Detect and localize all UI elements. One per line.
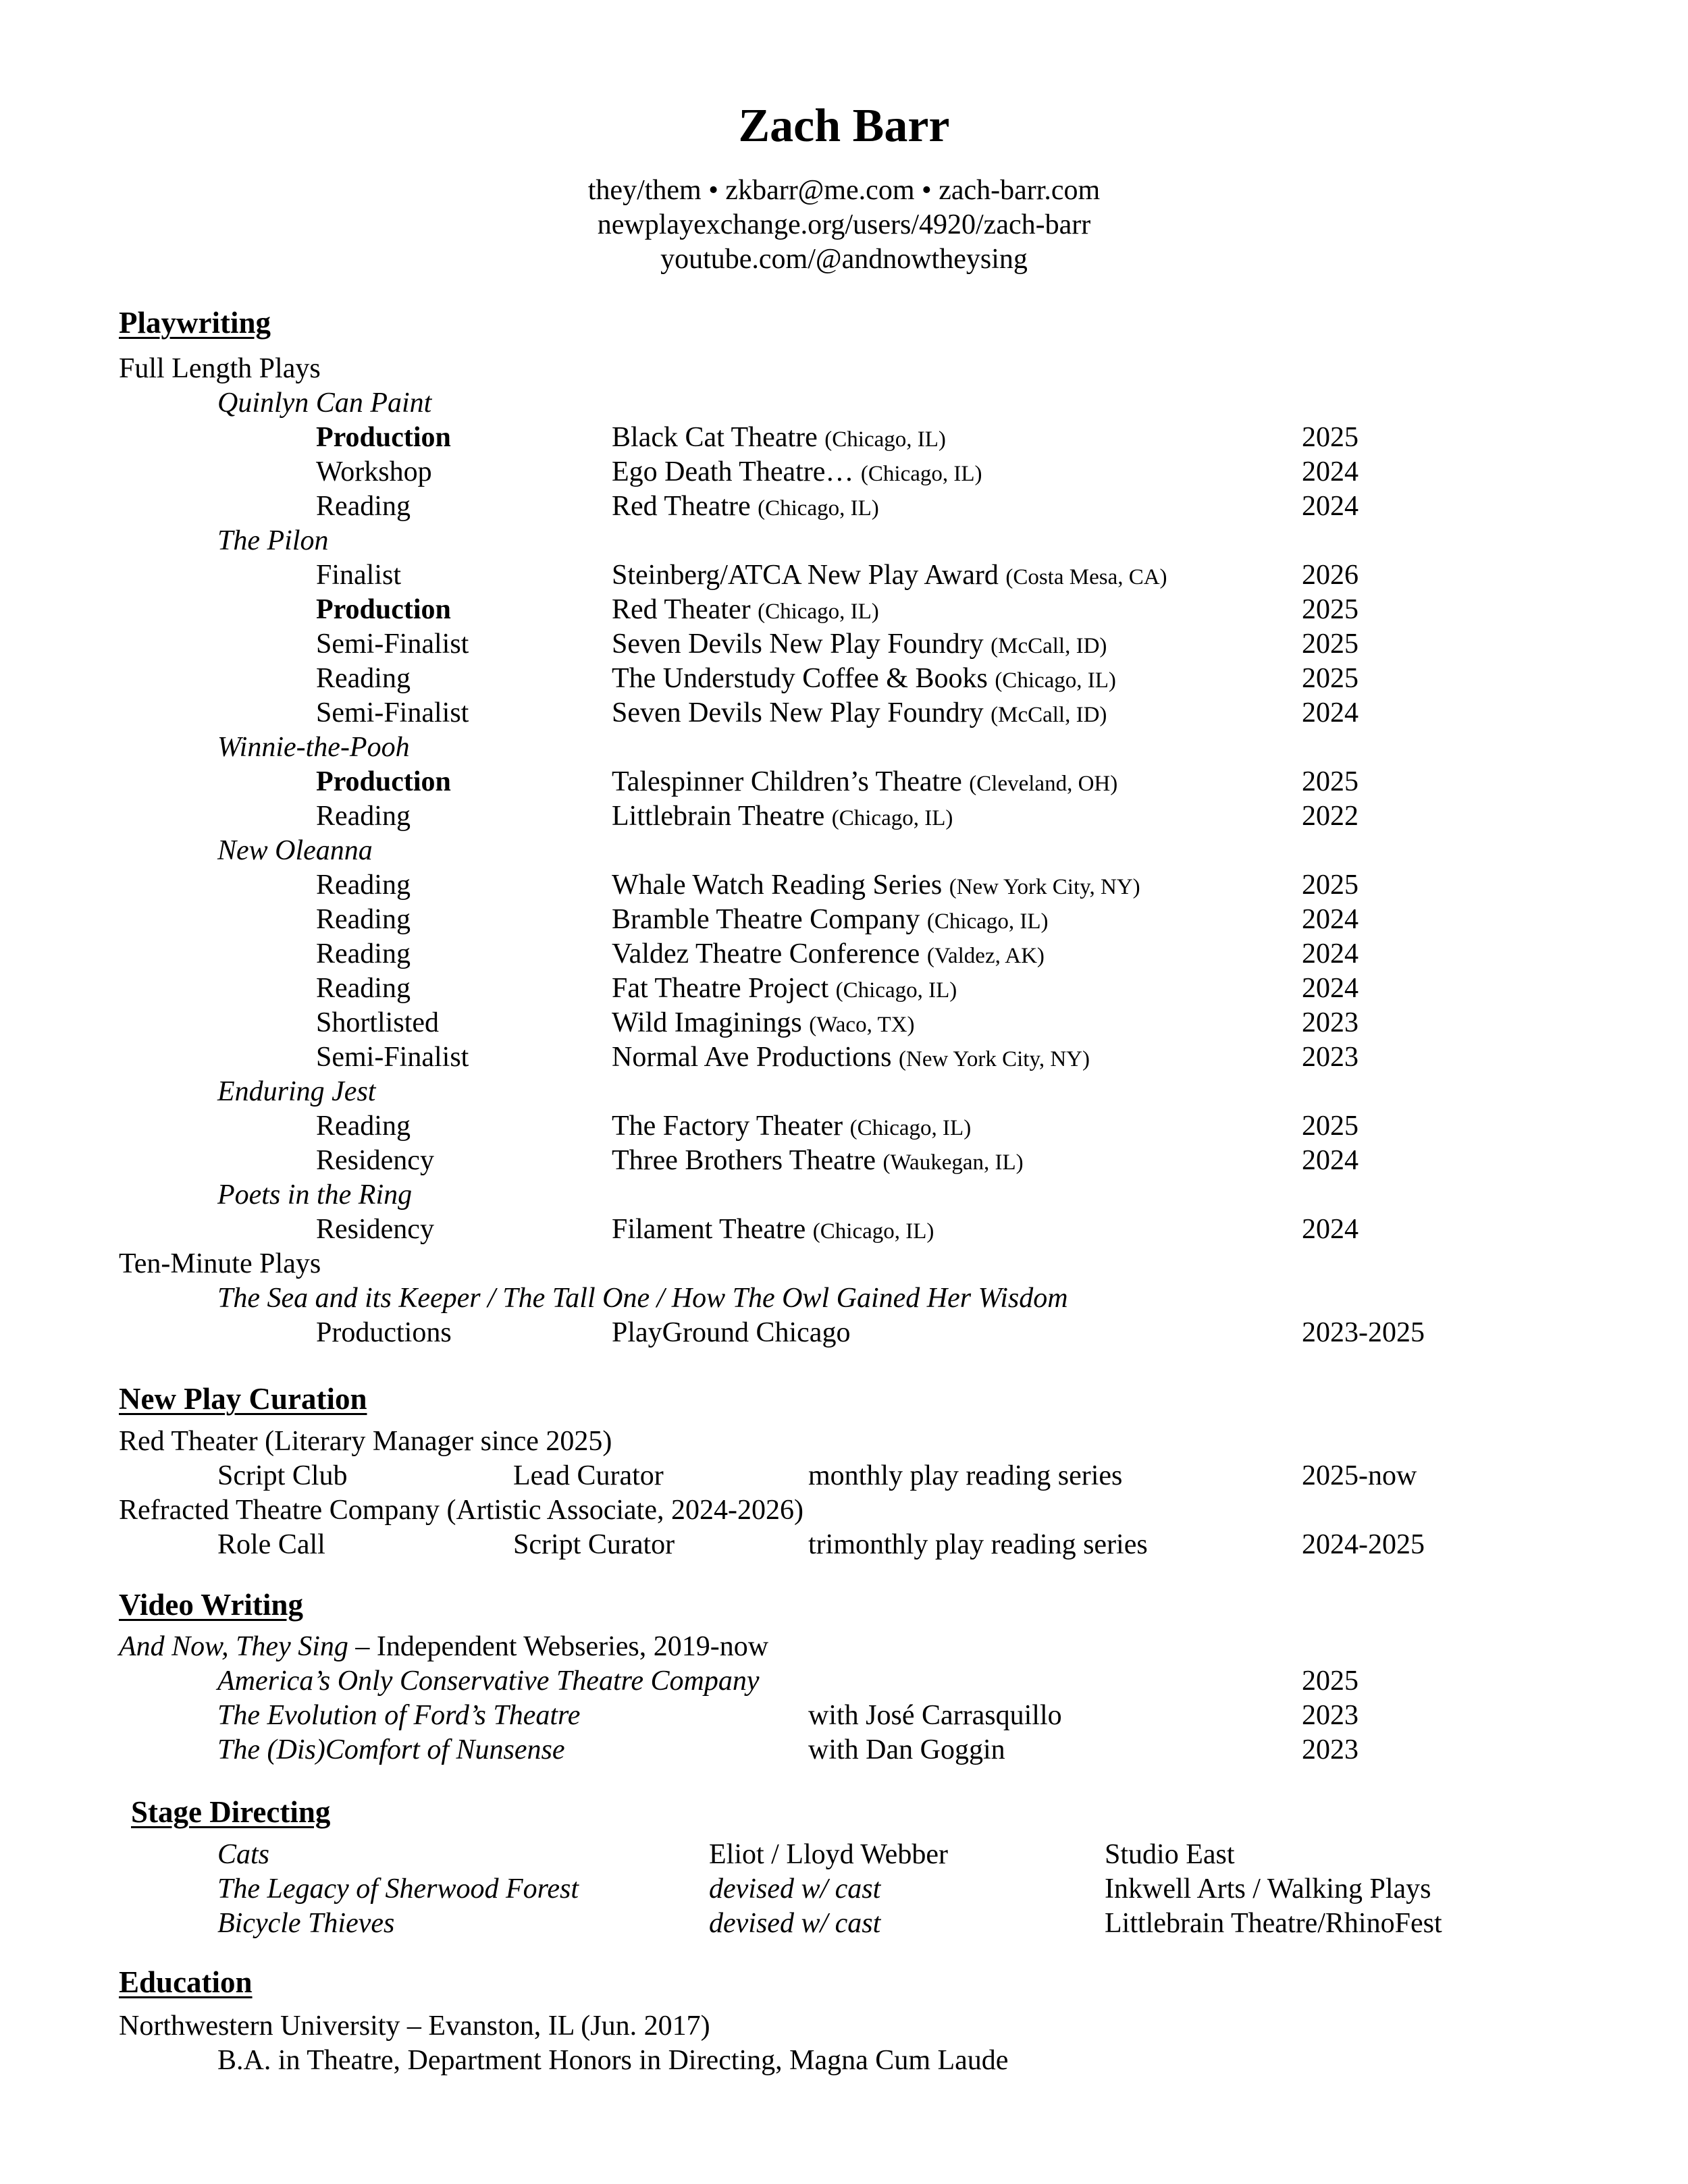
org-name: Refracted Theatre Company (Artistic Associate, 2024-2026): [119, 1495, 803, 1526]
credit-venue-cell: [612, 1143, 1024, 1180]
credit-location: (New York City, NY): [949, 875, 1140, 899]
credit-type: Shortlisted: [316, 1007, 440, 1038]
credit-venue-cell: [612, 971, 957, 1008]
episode-collab: with Dan Goggin: [808, 1734, 1005, 1765]
play-title-row: [0, 385, 1688, 421]
credit-row: [0, 1315, 1688, 1350]
credit-venue: Black Cat Theatre: [612, 422, 818, 453]
credit-location: (Waco, TX): [809, 1013, 915, 1037]
credit-type: Reading: [316, 870, 411, 901]
credit-venue-cell: [612, 454, 982, 491]
credit-venue: Ego Death Theatre…: [612, 456, 854, 487]
education-row: [0, 2043, 1688, 2078]
curation-description: trimonthly play reading series: [808, 1529, 1148, 1560]
credit-year: 2025: [1302, 594, 1359, 625]
credit-year: 2025: [1302, 663, 1359, 694]
credit-venue-cell: [612, 558, 1167, 595]
section-heading-curation: New Play Curation: [119, 1382, 367, 1416]
credit-year: 2024: [1302, 904, 1359, 935]
show-title: The Legacy of Sherwood Forest: [217, 1873, 579, 1905]
credit-venue: Talespinner Children’s Theatre: [612, 766, 962, 797]
show-venue: Littlebrain Theatre/RhinoFest: [1105, 1908, 1442, 1939]
credit-venue: PlayGround Chicago: [612, 1317, 851, 1348]
credit-location: (Chicago, IL): [860, 462, 982, 486]
episode-collab: with José Carrasquillo: [808, 1700, 1062, 1731]
subsection-label: [0, 351, 1688, 386]
credit-venue: Wild Imaginings: [612, 1007, 802, 1038]
section-heading-playwriting: Playwriting: [119, 306, 271, 340]
subsection-label: [0, 1246, 1688, 1281]
credit-type: Reading: [316, 938, 411, 969]
full-length-label: Full Length Plays: [119, 353, 321, 384]
series-row: [0, 1629, 1688, 1664]
episode-title: The Evolution of Ford’s Theatre: [217, 1700, 581, 1731]
directing-row: [0, 1906, 1688, 1941]
credit-type: Workshop: [316, 456, 432, 487]
credit-venue-cell: [612, 592, 879, 629]
credit-venue-cell: [612, 799, 953, 836]
credit-year: 2025: [1302, 422, 1359, 453]
contact-line-1: they/them • zkbarr@me.com • zach-barr.com: [587, 175, 1101, 206]
credit-venue: Three Brothers Theatre: [612, 1145, 876, 1176]
credit-year: 2025: [1302, 870, 1359, 901]
curation-role: Lead Curator: [513, 1460, 664, 1491]
credit-type: Reading: [316, 801, 411, 832]
contact-line-2: newplayexchange.org/users/4920/zach-barr: [597, 209, 1091, 240]
play-title-row: [0, 523, 1688, 558]
curation-series: Script Club: [217, 1460, 348, 1491]
credit-year: 2022: [1302, 801, 1359, 832]
credit-venue-cell: [612, 1109, 971, 1146]
play-title: Quinlyn Can Paint: [217, 388, 432, 419]
credit-type: Finalist: [316, 560, 402, 591]
episode-year: 2025: [1302, 1666, 1359, 1697]
credit-venue: Valdez Theatre Conference: [612, 938, 920, 969]
credit-type: Reading: [316, 663, 411, 694]
play-title: New Oleanna: [217, 835, 373, 866]
credit-row: [0, 1109, 1688, 1144]
curation-series: Role Call: [217, 1529, 325, 1560]
curation-row: [0, 1458, 1688, 1493]
credit-venue: Steinberg/ATCA New Play Award: [612, 560, 999, 591]
credit-year: 2024: [1302, 491, 1359, 522]
credit-year: 2023-2025: [1302, 1317, 1425, 1348]
credit-location: (McCall, ID): [991, 634, 1107, 658]
credit-location: (Valdez, AK): [926, 944, 1045, 968]
series-title: And Now, They Sing: [119, 1631, 348, 1662]
ten-minute-label: Ten-Minute Plays: [119, 1248, 321, 1279]
credit-venue: Fat Theatre Project: [612, 973, 829, 1004]
credit-venue-cell: [612, 902, 1049, 939]
series-cell: [119, 1629, 768, 1664]
credit-type: Semi-Finalist: [316, 629, 469, 660]
play-title-row: [0, 1074, 1688, 1109]
credit-venue: Whale Watch Reading Series: [612, 870, 943, 901]
play-title: The Pilon: [217, 525, 329, 556]
credit-year: 2025: [1302, 629, 1359, 660]
credit-venue: The Factory Theater: [612, 1111, 843, 1142]
credit-location: (Chicago, IL): [812, 1219, 934, 1244]
credit-location: (Waukegan, IL): [882, 1150, 1024, 1175]
credit-location: (Chicago, IL): [835, 978, 957, 1003]
show-authors: devised w/ cast: [709, 1873, 881, 1905]
credit-row: [0, 592, 1688, 627]
episode-row: [0, 1663, 1688, 1699]
credit-venue-cell: [612, 1040, 1090, 1077]
education-row: [0, 2008, 1688, 2044]
play-title-row: [0, 730, 1688, 765]
credit-row: [0, 1212, 1688, 1247]
credit-type: Reading: [316, 1111, 411, 1142]
credit-location: (Chicago, IL): [824, 427, 946, 452]
credit-row: [0, 627, 1688, 662]
episode-title: The (Dis)Comfort of Nunsense: [217, 1734, 565, 1765]
credit-location: (Chicago, IL): [995, 668, 1116, 693]
credit-row: [0, 558, 1688, 593]
episode-year: 2023: [1302, 1700, 1359, 1731]
play-title: Enduring Jest: [217, 1076, 376, 1107]
credit-location: (McCall, ID): [991, 703, 1107, 727]
credit-venue: The Understudy Coffee & Books: [612, 663, 988, 694]
credit-type: Reading: [316, 973, 411, 1004]
credit-venue-cell: [612, 695, 1107, 733]
credit-venue: Seven Devils New Play Foundry: [612, 697, 984, 728]
curation-description: monthly play reading series: [808, 1460, 1123, 1491]
credit-venue: Red Theater: [612, 594, 751, 625]
show-venue: Studio East: [1105, 1839, 1235, 1870]
credit-type: Productions: [316, 1317, 452, 1348]
credit-row: [0, 902, 1688, 937]
credit-row: [0, 764, 1688, 799]
credit-type: Reading: [316, 491, 411, 522]
org-row: [0, 1424, 1688, 1459]
play-title-row: [0, 1281, 1688, 1316]
credit-year: 2024: [1302, 456, 1359, 487]
credit-row: [0, 971, 1688, 1006]
degree: B.A. in Theatre, Department Honors in Directing, Magna Cum Laude: [217, 2045, 1009, 2076]
credit-venue-cell: [612, 489, 879, 526]
credit-venue-cell: [612, 936, 1045, 974]
credit-row: [0, 868, 1688, 903]
credit-venue: Filament Theatre: [612, 1214, 806, 1245]
credit-row: [0, 1005, 1688, 1040]
curation-role: Script Curator: [513, 1529, 675, 1560]
credit-year: 2024: [1302, 973, 1359, 1004]
credit-venue-cell: [612, 1212, 934, 1249]
credit-type: Production: [316, 766, 451, 797]
curation-years: 2024-2025: [1302, 1529, 1425, 1560]
episode-year: 2023: [1302, 1734, 1359, 1765]
credit-row: [0, 1143, 1688, 1178]
org-name: Red Theater (Literary Manager since 2025): [119, 1426, 612, 1457]
play-title: Winnie-the-Pooh: [217, 732, 410, 763]
credit-year: 2025: [1302, 766, 1359, 797]
section-heading-directing: Stage Directing: [131, 1795, 331, 1829]
resume-name: Zach Barr: [738, 100, 950, 152]
credit-year: 2025: [1302, 1111, 1359, 1142]
ten-minute-titles: The Sea and its Keeper / The Tall One / How The Owl Gained Her Wisdom: [217, 1283, 1068, 1314]
credit-type: Semi-Finalist: [316, 1042, 469, 1073]
play-title: Poets in the Ring: [217, 1179, 413, 1210]
school: Northwestern University – Evanston, IL (Jun. 2017): [119, 2010, 710, 2042]
credit-row: [0, 454, 1688, 489]
credit-year: 2023: [1302, 1007, 1359, 1038]
series-description: – Independent Webseries, 2019-now: [348, 1631, 769, 1662]
show-title: Cats: [217, 1839, 270, 1870]
directing-row: [0, 1871, 1688, 1907]
credit-type: Production: [316, 594, 451, 625]
show-venue: Inkwell Arts / Walking Plays: [1105, 1873, 1431, 1905]
credit-year: 2024: [1302, 1214, 1359, 1245]
play-title-row: [0, 1177, 1688, 1213]
credit-venue: Bramble Theatre Company: [612, 904, 920, 935]
credit-row: [0, 489, 1688, 524]
credit-venue: Littlebrain Theatre: [612, 801, 825, 832]
episode-title: America’s Only Conservative Theatre Company: [217, 1666, 760, 1697]
org-row: [0, 1493, 1688, 1528]
directing-row: [0, 1837, 1688, 1872]
credit-type: Residency: [316, 1214, 434, 1245]
credit-venue-cell: [612, 868, 1140, 905]
credit-year: 2024: [1302, 1145, 1359, 1176]
credit-venue-cell: [612, 661, 1116, 698]
curation-row: [0, 1527, 1688, 1562]
credit-venue-cell: [612, 420, 946, 457]
credit-type: Production: [316, 422, 451, 453]
credit-venue-cell: [612, 1005, 914, 1042]
credit-venue-cell: [612, 764, 1117, 801]
episode-row: [0, 1732, 1688, 1767]
contact-line-3: youtube.com/@andnowtheysing: [660, 244, 1028, 275]
credit-location: (Cleveland, OH): [969, 772, 1118, 796]
credit-venue: Normal Ave Productions: [612, 1042, 892, 1073]
show-authors: devised w/ cast: [709, 1908, 881, 1939]
credit-row: [0, 1040, 1688, 1075]
credit-venue-cell: [612, 627, 1107, 664]
section-heading-education: Education: [119, 1965, 253, 1999]
show-title: Bicycle Thieves: [217, 1908, 395, 1939]
section-heading-video: Video Writing: [119, 1588, 303, 1622]
credit-location: (Chicago, IL): [849, 1116, 972, 1140]
credit-year: 2026: [1302, 560, 1359, 591]
credit-row: [0, 695, 1688, 730]
credit-location: (Chicago, IL): [758, 496, 879, 521]
credit-type: Reading: [316, 904, 411, 935]
credit-location: (Chicago, IL): [926, 909, 1049, 934]
credit-type: Residency: [316, 1145, 434, 1176]
play-title-row: [0, 833, 1688, 868]
credit-location: (Costa Mesa, CA): [1005, 565, 1167, 589]
credit-row: [0, 936, 1688, 971]
credit-location: (New York City, NY): [899, 1047, 1090, 1071]
credit-location: (Chicago, IL): [758, 600, 879, 624]
credit-row: [0, 799, 1688, 834]
credit-year: 2024: [1302, 697, 1359, 728]
credit-row: [0, 661, 1688, 696]
credit-type: Semi-Finalist: [316, 697, 469, 728]
curation-years: 2025-now: [1302, 1460, 1417, 1491]
credit-year: 2023: [1302, 1042, 1359, 1073]
credit-location: (Chicago, IL): [831, 806, 953, 830]
credit-venue: Red Theatre: [612, 491, 751, 522]
credit-row: [0, 420, 1688, 455]
credit-venue: Seven Devils New Play Foundry: [612, 629, 984, 660]
credit-year: 2024: [1302, 938, 1359, 969]
episode-row: [0, 1698, 1688, 1733]
show-authors: Eliot / Lloyd Webber: [709, 1839, 948, 1870]
